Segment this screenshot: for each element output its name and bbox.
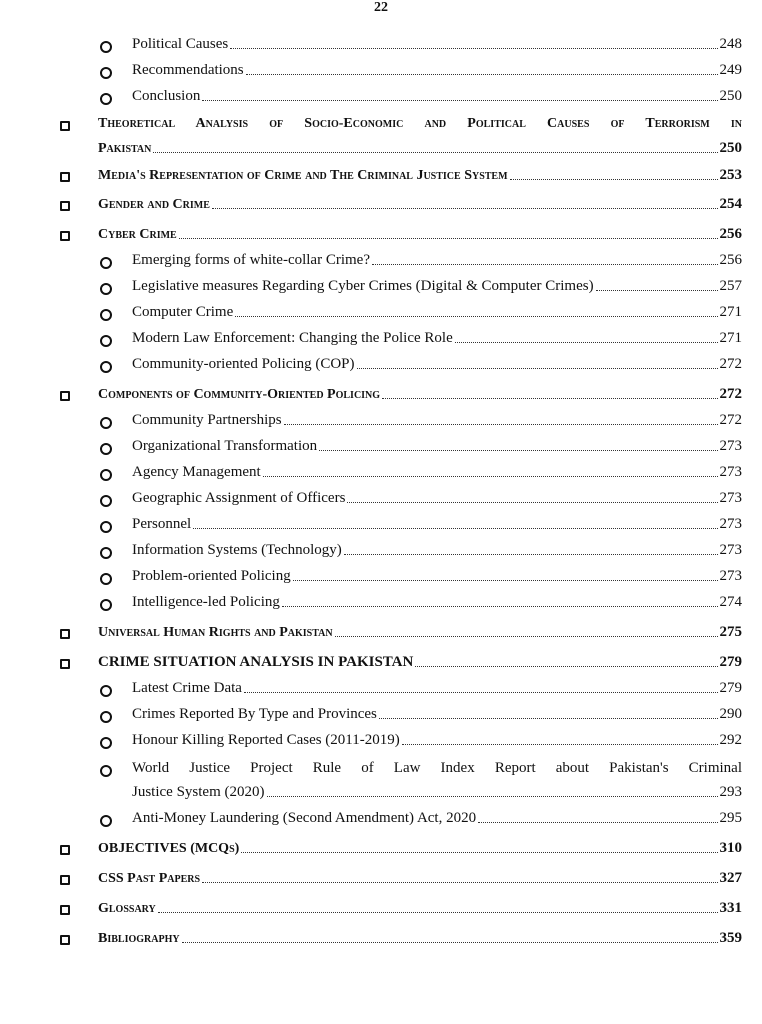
dot-leader [230, 47, 717, 49]
dot-leader [415, 665, 717, 667]
square-bullet-icon [60, 391, 70, 401]
toc-entry-page: 272 [719, 412, 742, 428]
toc-entry-title: Legislative measures Regarding Cyber Crimes (Digital & Computer Crimes) [132, 278, 594, 294]
circle-bullet-icon [100, 41, 112, 53]
dot-leader [357, 367, 718, 369]
dot-leader [282, 605, 718, 607]
toc-entry-title: CSS Past Papers [98, 871, 201, 886]
dot-leader [263, 475, 718, 477]
dot-leader [379, 717, 718, 719]
dot-leader [510, 178, 718, 180]
square-bullet-icon [60, 905, 70, 915]
square-bullet-icon [60, 121, 70, 131]
circle-bullet-icon [100, 283, 112, 295]
square-bullet-icon [60, 935, 70, 945]
toc-entry-title-line1: Theoretical Analysis of Socio-Economic and Political Causes of Terrorism in [98, 116, 742, 131]
toc-entry-page: 271 [719, 304, 742, 320]
toc-entry-page: 250 [719, 88, 742, 104]
dot-leader [202, 881, 717, 883]
toc-entry-title: Geographic Assignment of Officers [132, 490, 346, 506]
square-bullet-icon [60, 201, 70, 211]
toc-entry-page: 257 [719, 278, 742, 294]
square-bullet-icon [60, 629, 70, 639]
circle-bullet-icon [100, 443, 112, 455]
toc-entry-title: Political Causes [132, 36, 229, 52]
toc-entry-title: Gender and Crime [98, 197, 210, 212]
toc-entry-page: 279 [719, 654, 742, 670]
dot-leader [402, 743, 718, 745]
toc-entry-title: Emerging forms of white-collar Crime? [132, 252, 370, 268]
toc-entry-page: 359 [719, 930, 742, 946]
dot-leader [596, 289, 718, 291]
toc-entry-title: Conclusion [132, 88, 201, 104]
toc-entry-title: Recommendations [132, 62, 244, 78]
toc-entry-page: 253 [719, 167, 742, 183]
square-bullet-icon [60, 875, 70, 885]
dot-leader [235, 315, 717, 317]
circle-bullet-icon [100, 521, 112, 533]
toc-entry-page: 254 [719, 196, 742, 212]
dot-leader [244, 691, 718, 693]
toc-entry-page: 273 [719, 516, 742, 532]
dot-leader [212, 207, 718, 209]
toc-entry-page: 274 [719, 594, 742, 610]
dot-leader [241, 851, 717, 853]
toc-entry-page: 290 [719, 706, 742, 722]
toc-entry-page: 272 [719, 386, 742, 402]
toc-entry-title: Cyber Crime [98, 227, 177, 242]
dot-leader [202, 99, 717, 101]
dot-leader [293, 579, 718, 581]
dot-leader [478, 821, 717, 823]
toc-entry-page: 273 [719, 490, 742, 506]
circle-bullet-icon [100, 685, 112, 697]
toc-entry-title: Computer Crime [132, 304, 234, 320]
square-bullet-icon [60, 659, 70, 669]
toc-entry-page: 327 [719, 870, 742, 886]
circle-bullet-icon [100, 335, 112, 347]
toc-entry-page: 331 [719, 900, 742, 916]
circle-bullet-icon [100, 765, 112, 777]
toc-entry-title: Personnel [132, 516, 192, 532]
circle-bullet-icon [100, 257, 112, 269]
toc-entry-page: 271 [719, 330, 742, 346]
toc-entry-title: Intelligence-led Policing [132, 594, 280, 610]
circle-bullet-icon [100, 417, 112, 429]
circle-bullet-icon [100, 711, 112, 723]
circle-bullet-icon [100, 547, 112, 559]
dot-leader [347, 501, 717, 503]
toc-entry-title: Media's Representation of Crime and The Criminal Justice System [98, 168, 508, 183]
dot-leader [382, 397, 717, 399]
toc-entry-title: Honour Killing Reported Cases (2011-2019) [132, 732, 400, 748]
toc-entry-title: Community Partnerships [132, 412, 282, 428]
toc-entry-page: 273 [719, 464, 742, 480]
dot-leader [193, 527, 717, 529]
toc-entry-page: 273 [719, 542, 742, 558]
toc-entry-title: Agency Management [132, 464, 261, 480]
toc-entry-page: 273 [719, 568, 742, 584]
toc-entry-page: 310 [719, 840, 742, 856]
toc-entry-title: Components of Community-Oriented Policing [98, 387, 381, 402]
toc-entry-page: 295 [719, 810, 742, 826]
toc-entry-title: Problem-oriented Policing [132, 568, 291, 584]
toc-entry-title: Glossary [98, 901, 156, 916]
toc-entry-title: Latest Crime Data [132, 680, 242, 696]
dot-leader [284, 423, 718, 425]
circle-bullet-icon [100, 737, 112, 749]
page-number: 22 [374, 0, 388, 15]
square-bullet-icon [60, 845, 70, 855]
dot-leader [319, 449, 717, 451]
square-bullet-icon [60, 172, 70, 182]
toc-entry-title: Anti-Money Laundering (Second Amendment) Act, 2020 [132, 810, 477, 826]
toc-entry-page: 279 [719, 680, 742, 696]
circle-bullet-icon [100, 93, 112, 105]
toc-entry-title: Pakistan [98, 141, 152, 156]
toc-entry-title: Modern Law Enforcement: Changing the Police Role [132, 330, 453, 346]
toc-entry-page: 248 [719, 36, 742, 52]
toc-entry-page: 275 [719, 624, 742, 640]
toc-entry-page: 249 [719, 62, 742, 78]
toc-entry-title: Organizational Transformation [132, 438, 318, 454]
toc-entry-page: 250 [719, 140, 742, 156]
toc-entry-title: Information Systems (Technology) [132, 542, 342, 558]
dot-leader [267, 795, 718, 797]
toc-entry-page: 256 [719, 252, 742, 268]
circle-bullet-icon [100, 361, 112, 373]
toc-entry-title: Justice System (2020) [132, 784, 265, 800]
toc-entry-title: Universal Human Rights and Pakistan [98, 625, 333, 640]
dot-leader [153, 151, 717, 153]
circle-bullet-icon [100, 815, 112, 827]
dot-leader [455, 341, 718, 343]
toc-entry-title: Community-oriented Policing (COP) [132, 356, 355, 372]
circle-bullet-icon [100, 599, 112, 611]
circle-bullet-icon [100, 309, 112, 321]
dot-leader [158, 911, 718, 913]
dot-leader [246, 73, 718, 75]
toc-entry-title-line1: World Justice Project Rule of Law Index Report about Pakistan's Criminal [132, 760, 742, 776]
toc-entry-title: CRIME SITUATION ANALYSIS IN PAKISTAN [98, 654, 414, 670]
circle-bullet-icon [100, 495, 112, 507]
toc-entry-page: 292 [719, 732, 742, 748]
dot-leader [335, 635, 718, 637]
circle-bullet-icon [100, 469, 112, 481]
circle-bullet-icon [100, 573, 112, 585]
toc-entry-title: OBJECTIVES (MCQs) [98, 841, 240, 856]
toc-entry-page: 256 [719, 226, 742, 242]
dot-leader [344, 553, 718, 555]
dot-leader [182, 941, 718, 943]
toc-entry-page: 293 [719, 784, 742, 800]
dot-leader [372, 263, 718, 265]
square-bullet-icon [60, 231, 70, 241]
toc-entry-title: Bibliography [98, 931, 180, 946]
toc-entry-title: Crimes Reported By Type and Provinces [132, 706, 377, 722]
dot-leader [179, 237, 718, 239]
toc-entry-page: 273 [719, 438, 742, 454]
toc-entry-page: 272 [719, 356, 742, 372]
circle-bullet-icon [100, 67, 112, 79]
